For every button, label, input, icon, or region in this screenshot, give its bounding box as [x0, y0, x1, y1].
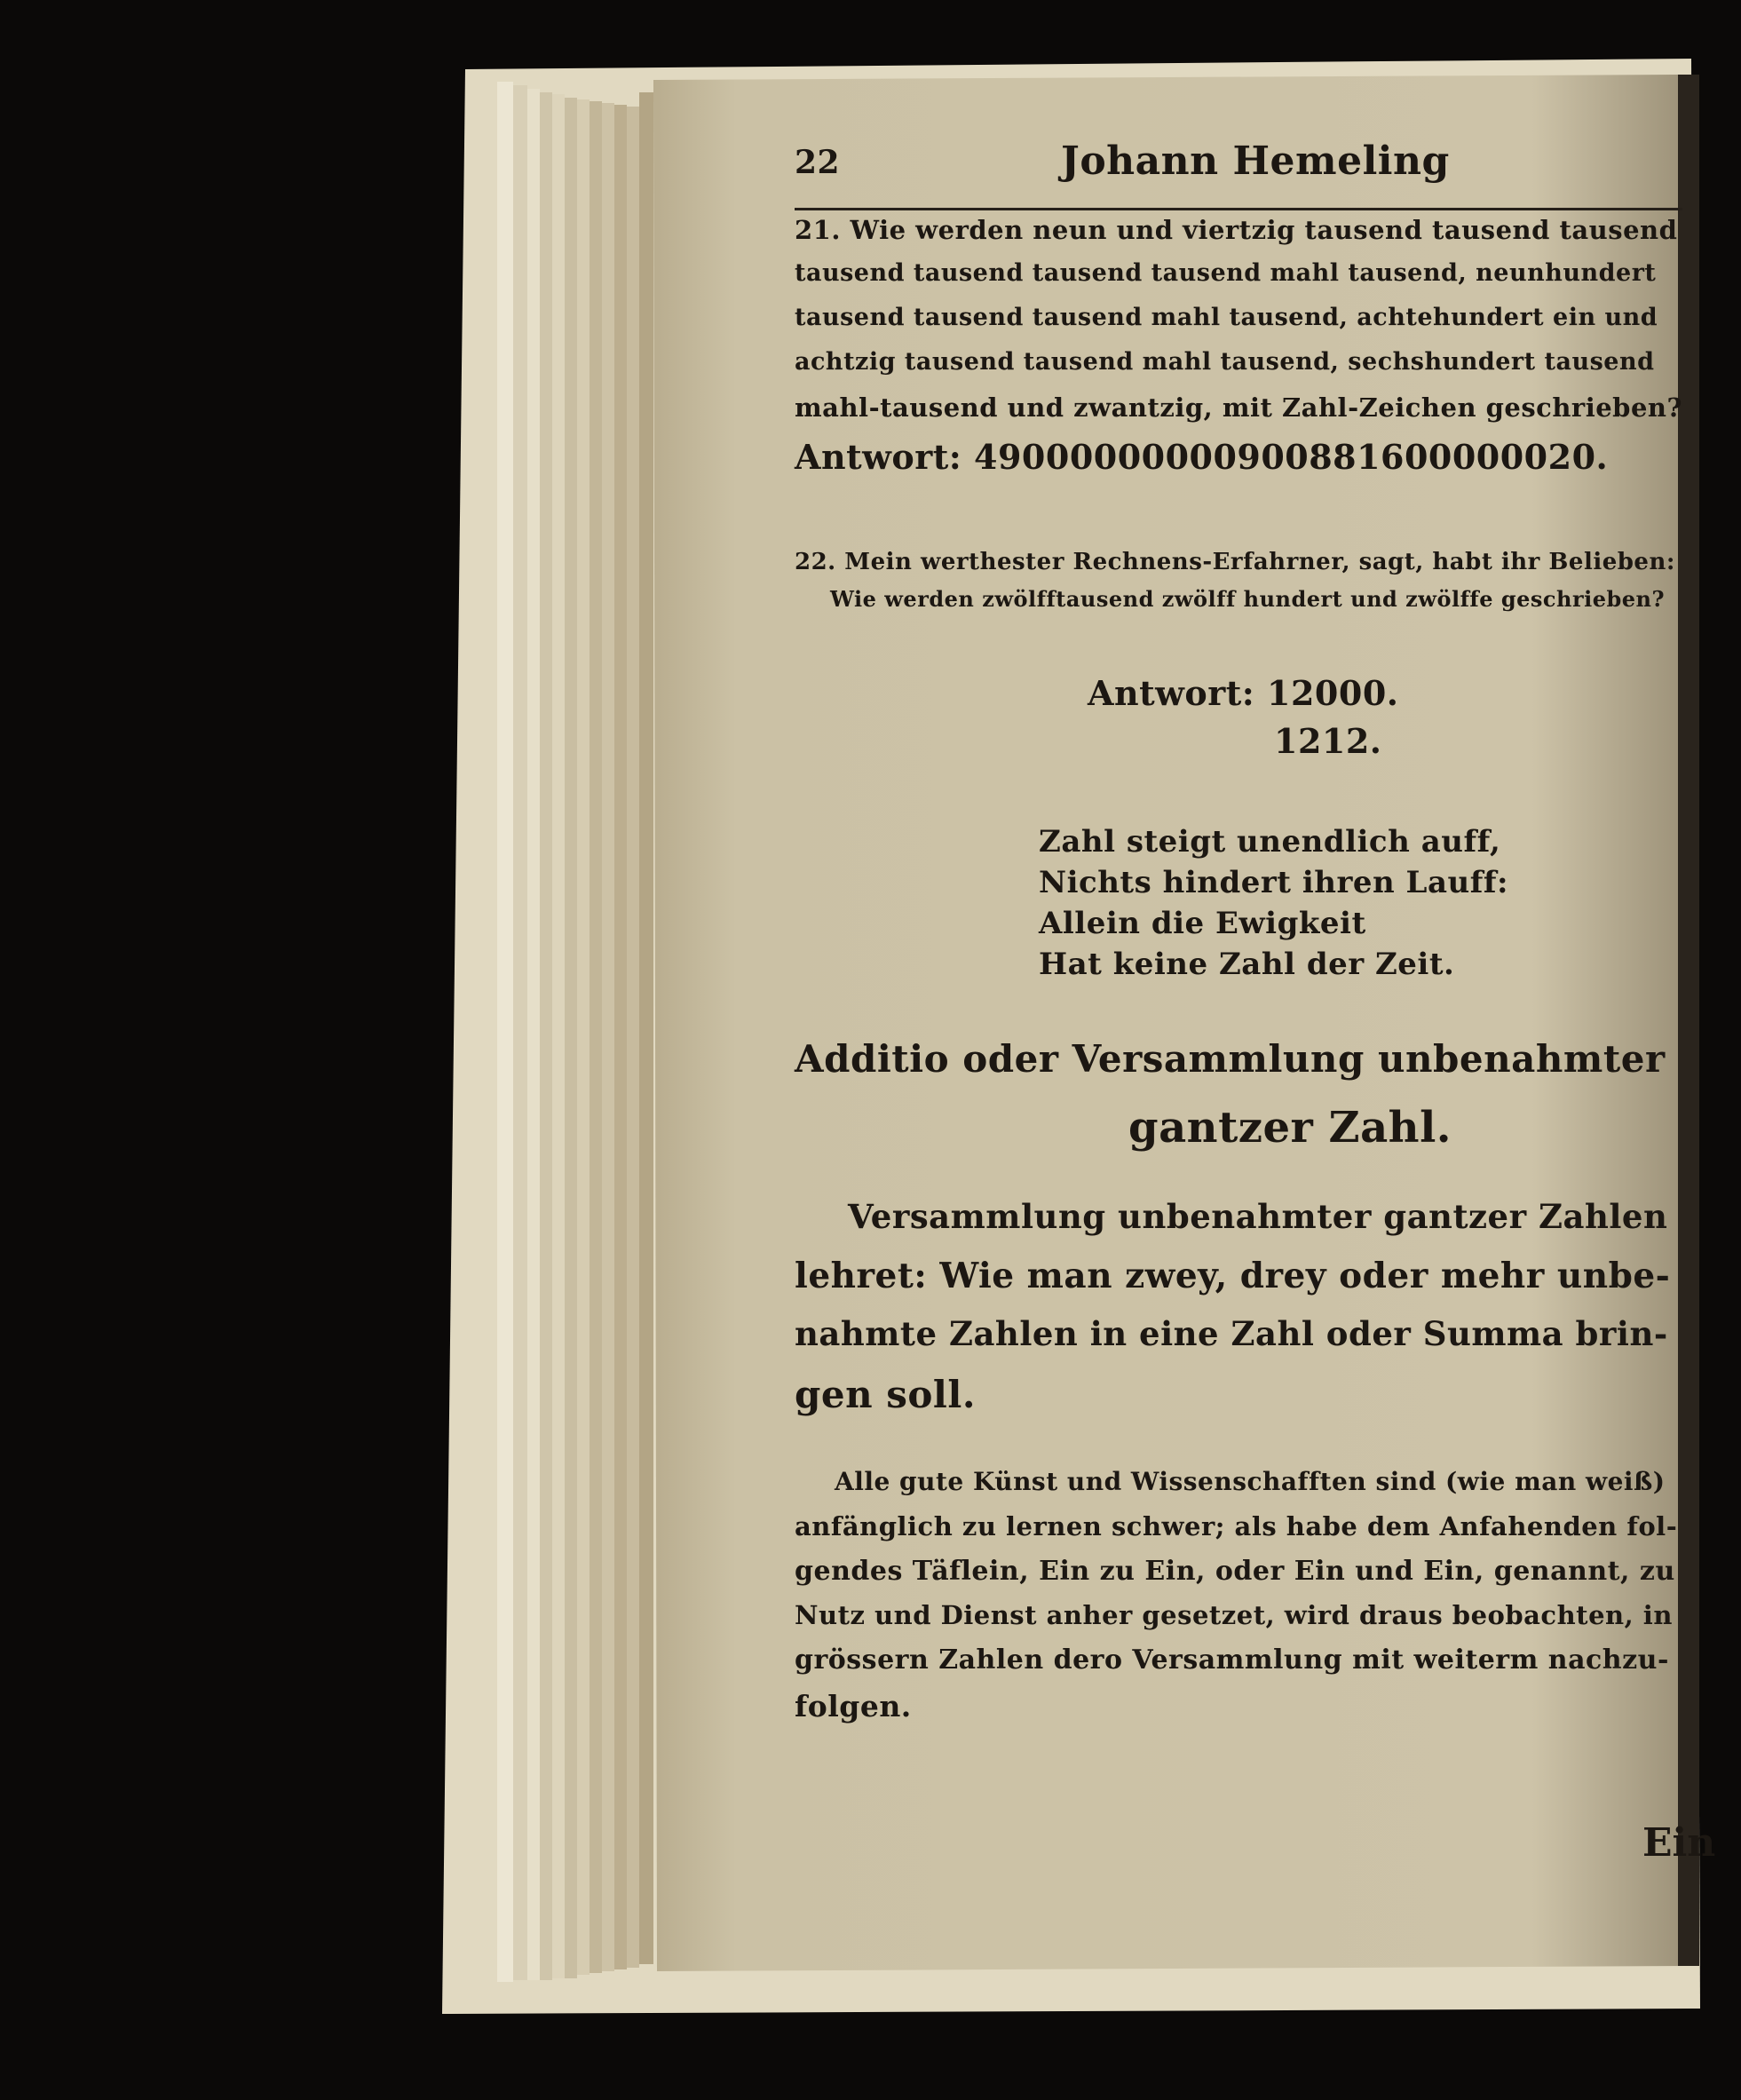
- page-text: [795, 133, 1687, 1909]
- paragraph-line-4: Nutz und Dienst anher gesetzet, wird draus beobachten, in: [795, 1600, 1673, 1630]
- question-22-line-2: Wie werden zwölfftausend zwölff hundert und zwölffe geschrieben?: [830, 586, 1666, 612]
- question-21-line-3: tausend tausend tausend mahl tausend, achtehundert ein und: [795, 304, 1658, 331]
- verse-line-4: Hat keine Zahl der Zeit.: [1039, 947, 1455, 982]
- question-22-answer-second: 1212.: [1274, 721, 1382, 761]
- paragraph-line-2: anfänglich zu lernen schwer; als habe dem Anfahenden fol-: [795, 1511, 1678, 1541]
- lead-paragraph-line-2: lehret: Wie man zwey, drey oder mehr unbe-: [795, 1256, 1671, 1296]
- question-21-line-1: 21. Wie werden neun und viertzig tausend tausend tausend: [795, 215, 1678, 245]
- verse-line-3: Allein die Ewigkeit: [1039, 906, 1366, 941]
- verse-line-1: Zahl steigt unendlich auff,: [1039, 824, 1501, 860]
- paragraph-line-5: grössern Zahlen dero Versammlung mit weiterm nachzu-: [795, 1644, 1669, 1676]
- lead-paragraph-line-3: nahmte Zahlen in eine Zahl oder Summa brin-: [795, 1314, 1668, 1353]
- section-heading: Additio oder Versammlung unbenahmter: [795, 1037, 1666, 1081]
- paragraph-line-6: folgen.: [795, 1689, 912, 1724]
- running-title: Johann Hemeling: [1061, 139, 1450, 184]
- section-subheading: gantzer Zahl.: [1128, 1103, 1452, 1153]
- question-21-line-5: mahl-tausend und zwantzig, mit Zahl-Zeichen geschrieben?: [795, 392, 1682, 423]
- catchword: Ein: [1642, 1820, 1716, 1866]
- question-21-line-2: tausend tausend tausend tausend mahl tausend, neunhundert: [795, 259, 1657, 287]
- verse-line-2: Nichts hindert ihren Lauff:: [1039, 865, 1509, 900]
- paragraph-line-1: Alle gute Künst und Wissenschafften sind (wie man weiß): [835, 1467, 1666, 1496]
- question-22-line-1: 22. Mein werthester Rechnens-Erfahrner, sagt, habt ihr Belieben:: [795, 549, 1675, 575]
- page-edges: [497, 82, 653, 1982]
- question-21-line-4: achtzig tausend tausend mahl tausend, sechshundert tausend: [795, 348, 1655, 376]
- lead-paragraph-line-4: gen soll.: [795, 1373, 976, 1416]
- question-21-answer: Antwort: 49000000000900881600000020.: [795, 437, 1609, 477]
- page-number: 22: [795, 144, 841, 181]
- lead-paragraph-line-1: Versammlung unbenahmter gantzer Zahlen: [848, 1197, 1668, 1236]
- question-22-answer: Antwort: 12000.: [1088, 673, 1399, 713]
- paragraph-line-3: gendes Täflein, Ein zu Ein, oder Ein und Ein, genannt, zu: [795, 1556, 1675, 1587]
